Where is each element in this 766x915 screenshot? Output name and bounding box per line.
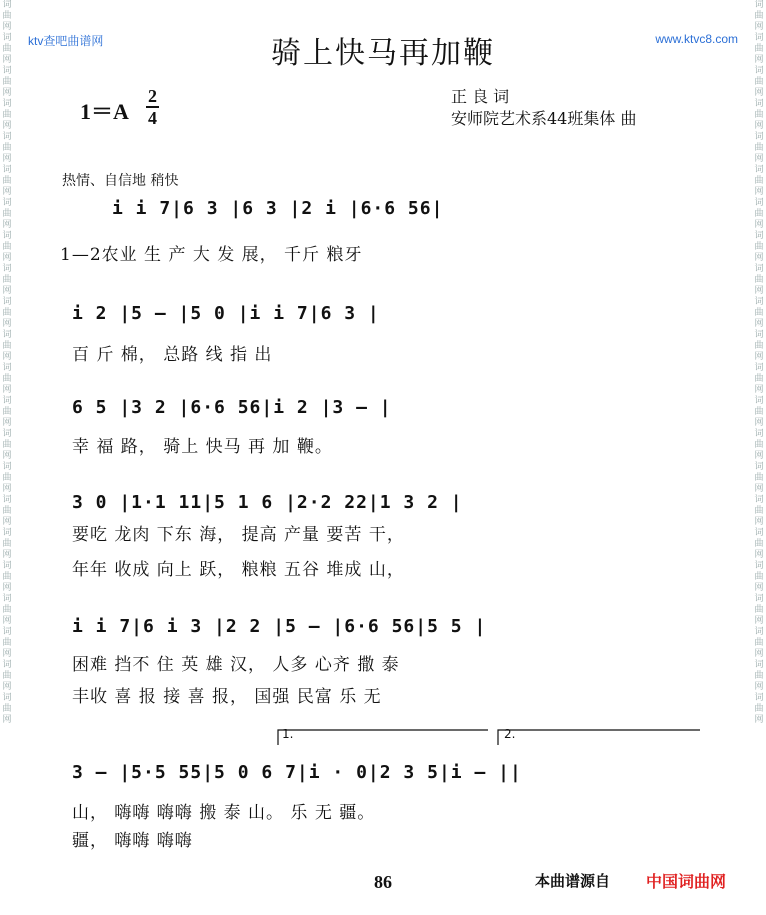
score-row-lyric: 年年 收成 向上 跃， 粮粮 五谷 堆成 山， (72, 560, 405, 580)
side-watermark-char: 网 (2, 154, 12, 164)
side-watermark-char: 网 (2, 319, 12, 329)
side-watermark-char: 词 (754, 297, 764, 307)
side-watermark-char: 词 (754, 627, 764, 637)
side-watermark-char: 词 (754, 264, 764, 274)
side-watermark-char: 词 (754, 330, 764, 340)
side-watermark-char: 曲 (2, 539, 12, 549)
side-watermark-char: 曲 (2, 572, 12, 582)
side-watermark-char: 曲 (2, 11, 12, 21)
side-watermark-char: 网 (754, 22, 764, 32)
score-row-lyric: 幸 福 路， 骑上 快马 再 加 鞭。 (72, 437, 333, 457)
side-watermark-char: 网 (754, 220, 764, 230)
side-watermark-char: 词 (2, 264, 12, 274)
side-watermark-char: 词 (2, 165, 12, 175)
side-watermark-char: 词 (754, 594, 764, 604)
side-watermark-char: 曲 (2, 44, 12, 54)
side-watermark-char: 曲 (2, 440, 12, 450)
side-watermark-char: 曲 (754, 44, 764, 54)
watermark-left: ktv查吧曲谱网 (28, 34, 104, 48)
side-watermark-char: 曲 (754, 440, 764, 450)
side-watermark-char: 曲 (754, 143, 764, 153)
side-watermark-char: 网 (754, 55, 764, 65)
side-watermark-char: 网 (754, 154, 764, 164)
score-row-lyric: 山， 嗨嗨 嗨嗨 搬 泰 山。 乐 无 疆。 (72, 803, 376, 823)
volta-1-label: 1. (282, 727, 294, 741)
side-watermark-char: 曲 (754, 539, 764, 549)
side-watermark-char: 曲 (754, 110, 764, 120)
side-watermark-char: 曲 (2, 374, 12, 384)
page-number: 86 (374, 872, 392, 892)
side-watermark-char: 网 (2, 352, 12, 362)
side-watermark-char: 曲 (754, 176, 764, 186)
side-watermark-char: 曲 (2, 341, 12, 351)
side-watermark-char: 网 (754, 649, 764, 659)
side-watermark-char: 词 (2, 330, 12, 340)
side-watermark-char: 网 (754, 616, 764, 626)
volta-2-label: 2. (504, 727, 516, 741)
side-watermark-char: 曲 (754, 605, 764, 615)
side-watermark-char: 词 (754, 66, 764, 76)
side-watermark-char: 曲 (2, 77, 12, 87)
side-watermark-char: 曲 (2, 143, 12, 153)
side-watermark-char: 网 (754, 451, 764, 461)
side-watermark-char: 网 (2, 550, 12, 560)
side-watermark-char: 曲 (754, 209, 764, 219)
side-watermark-char: 词 (754, 462, 764, 472)
side-watermark-char: 网 (754, 517, 764, 527)
side-watermark-char: 词 (754, 132, 764, 142)
side-watermark-char: 词 (2, 363, 12, 373)
side-watermark-char: 网 (754, 484, 764, 494)
side-watermark-char: 词 (2, 660, 12, 670)
score-row-lyric: 1—2农业 生 产 大 发 展， 千斤 粮牙 (60, 245, 363, 265)
side-watermark-char: 词 (754, 33, 764, 43)
side-watermark-char: 词 (754, 99, 764, 109)
side-watermark-char: 曲 (2, 209, 12, 219)
side-watermark-char: 词 (754, 660, 764, 670)
side-watermark-char: 曲 (2, 176, 12, 186)
side-watermark-char: 词 (2, 33, 12, 43)
side-watermark-char: 词 (2, 66, 12, 76)
side-watermark-char: 网 (2, 649, 12, 659)
side-watermark-char: 曲 (754, 77, 764, 87)
side-watermark-char: 词 (2, 297, 12, 307)
side-watermark-char: 曲 (754, 704, 764, 714)
side-watermark-char: 词 (754, 0, 764, 10)
side-watermark-char: 网 (2, 682, 12, 692)
side-watermark-char: 曲 (754, 275, 764, 285)
side-watermark-char: 网 (754, 121, 764, 131)
side-watermark-char: 网 (2, 187, 12, 197)
side-watermark-char: 网 (2, 616, 12, 626)
side-watermark-char: 曲 (754, 473, 764, 483)
side-watermark-char: 曲 (2, 275, 12, 285)
score-row-lyric: 丰收 喜 报 接 喜 报， 国强 民富 乐 无 (72, 687, 382, 707)
watermark-right: www.ktvc8.com (655, 32, 738, 46)
side-watermark-char: 曲 (2, 605, 12, 615)
side-watermark-char: 词 (754, 363, 764, 373)
side-watermark-char: 网 (2, 253, 12, 263)
side-watermark-char: 网 (754, 352, 764, 362)
side-watermark-char: 网 (754, 88, 764, 98)
side-watermark-char: 词 (754, 528, 764, 538)
side-watermark-char: 网 (754, 319, 764, 329)
score-row-lyric: 疆， 嗨嗨 嗨嗨 (72, 831, 193, 851)
side-watermark-char: 网 (754, 187, 764, 197)
side-watermark-char: 曲 (754, 11, 764, 21)
side-watermark-char: 网 (2, 220, 12, 230)
side-watermark-char: 曲 (754, 374, 764, 384)
side-watermark-char: 网 (754, 583, 764, 593)
score-row-notes: i i 7|6 i 3 |2 2 |5 — |6·6 56|5 5 | (72, 616, 487, 637)
side-watermark-char: 词 (2, 99, 12, 109)
side-watermark-char: 词 (2, 231, 12, 241)
side-watermark-char: 曲 (754, 407, 764, 417)
side-watermark-char: 词 (754, 165, 764, 175)
side-watermark-char: 曲 (754, 506, 764, 516)
side-watermark-char: 网 (754, 682, 764, 692)
side-watermark-char: 曲 (2, 407, 12, 417)
side-watermark-char: 词 (2, 132, 12, 142)
side-watermark-char: 词 (754, 396, 764, 406)
side-watermark-char: 网 (754, 385, 764, 395)
side-watermark-char: 网 (754, 286, 764, 296)
lyricist-credit: 正 良 词 (451, 87, 510, 106)
composer-credit: 安师院艺术系44班集体 曲 (451, 109, 637, 128)
side-watermark-char: 词 (754, 561, 764, 571)
side-watermark-char: 词 (2, 693, 12, 703)
side-watermark-char: 词 (2, 198, 12, 208)
side-watermark-char: 曲 (2, 704, 12, 714)
side-watermark-char: 曲 (2, 671, 12, 681)
side-watermark-char: 曲 (754, 671, 764, 681)
source-site: 中国词曲网 (646, 872, 727, 891)
side-watermark-char: 曲 (754, 638, 764, 648)
side-watermark-char: 词 (754, 231, 764, 241)
side-watermark-char: 曲 (754, 308, 764, 318)
side-watermark-char: 词 (2, 594, 12, 604)
side-watermark-char: 词 (2, 462, 12, 472)
side-watermark-char: 词 (754, 495, 764, 505)
score-row-notes: i i 7|6 3 |6 3 |2 i |6·6 56| (112, 198, 444, 219)
side-watermark-char: 词 (754, 693, 764, 703)
score-row-lyric: 要吃 龙肉 下东 海， 提高 产量 要苦 干， (72, 525, 405, 545)
side-watermark-char: 网 (2, 451, 12, 461)
side-watermark-char: 词 (2, 429, 12, 439)
source-label: 本曲谱源自 (535, 872, 611, 890)
side-watermark-char: 曲 (2, 506, 12, 516)
side-watermark-char: 网 (754, 253, 764, 263)
side-watermark-char: 网 (2, 286, 12, 296)
side-watermark-char: 网 (2, 88, 12, 98)
side-watermark-char: 网 (2, 715, 12, 725)
side-watermark-char: 曲 (754, 572, 764, 582)
side-watermark-char: 词 (2, 0, 12, 10)
side-watermark-char: 词 (2, 627, 12, 637)
side-watermark-char: 曲 (2, 110, 12, 120)
side-watermark-char: 曲 (754, 242, 764, 252)
side-watermark-char: 网 (754, 715, 764, 725)
side-watermark-char: 词 (2, 396, 12, 406)
side-watermark-char: 词 (754, 429, 764, 439)
score-row-notes: 3 — |5·5 55|5 0 6 7|i · 0|2 3 5|i — || (72, 762, 522, 783)
side-watermark-char: 网 (2, 517, 12, 527)
side-watermark-char: 网 (2, 55, 12, 65)
side-watermark-char: 网 (754, 418, 764, 428)
side-watermark-char: 曲 (754, 341, 764, 351)
score-row-lyric: 百 斤 棉， 总路 线 指 出 (72, 345, 273, 365)
score-row-notes: i 2 |5 — |5 0 |i i 7|6 3 | (72, 303, 380, 324)
side-watermark-char: 词 (2, 528, 12, 538)
side-watermark-char: 网 (2, 484, 12, 494)
score-row-notes: 3 0 |1·1 11|5 1 6 |2·2 22|1 3 2 | (72, 492, 463, 513)
score-row-notes: 6 5 |3 2 |6·6 56|i 2 |3 — | (72, 397, 392, 418)
side-watermark-char: 网 (2, 583, 12, 593)
song-title: 骑上快马再加鞭 (271, 36, 495, 71)
time-sig-top: 2 (148, 86, 157, 106)
side-watermark-char: 网 (2, 385, 12, 395)
score-row-lyric: 困难 挡不 住 英 雄 汉， 人多 心齐 撒 泰 (72, 655, 400, 675)
side-watermark-char: 网 (2, 121, 12, 131)
key-signature: 1＝A (80, 99, 129, 124)
side-watermark-char: 曲 (2, 242, 12, 252)
tempo-marking: 热情、自信地 稍快 (62, 173, 179, 189)
side-watermark-char: 词 (754, 198, 764, 208)
side-watermark-char: 网 (2, 418, 12, 428)
side-watermark-char: 网 (2, 22, 12, 32)
side-watermark-char: 网 (754, 550, 764, 560)
side-watermark-char: 词 (2, 495, 12, 505)
side-watermark-char: 词 (2, 561, 12, 571)
time-sig-bottom: 4 (148, 108, 157, 128)
side-watermark-char: 曲 (2, 473, 12, 483)
side-watermark-char: 曲 (2, 308, 12, 318)
side-watermark-char: 曲 (2, 638, 12, 648)
